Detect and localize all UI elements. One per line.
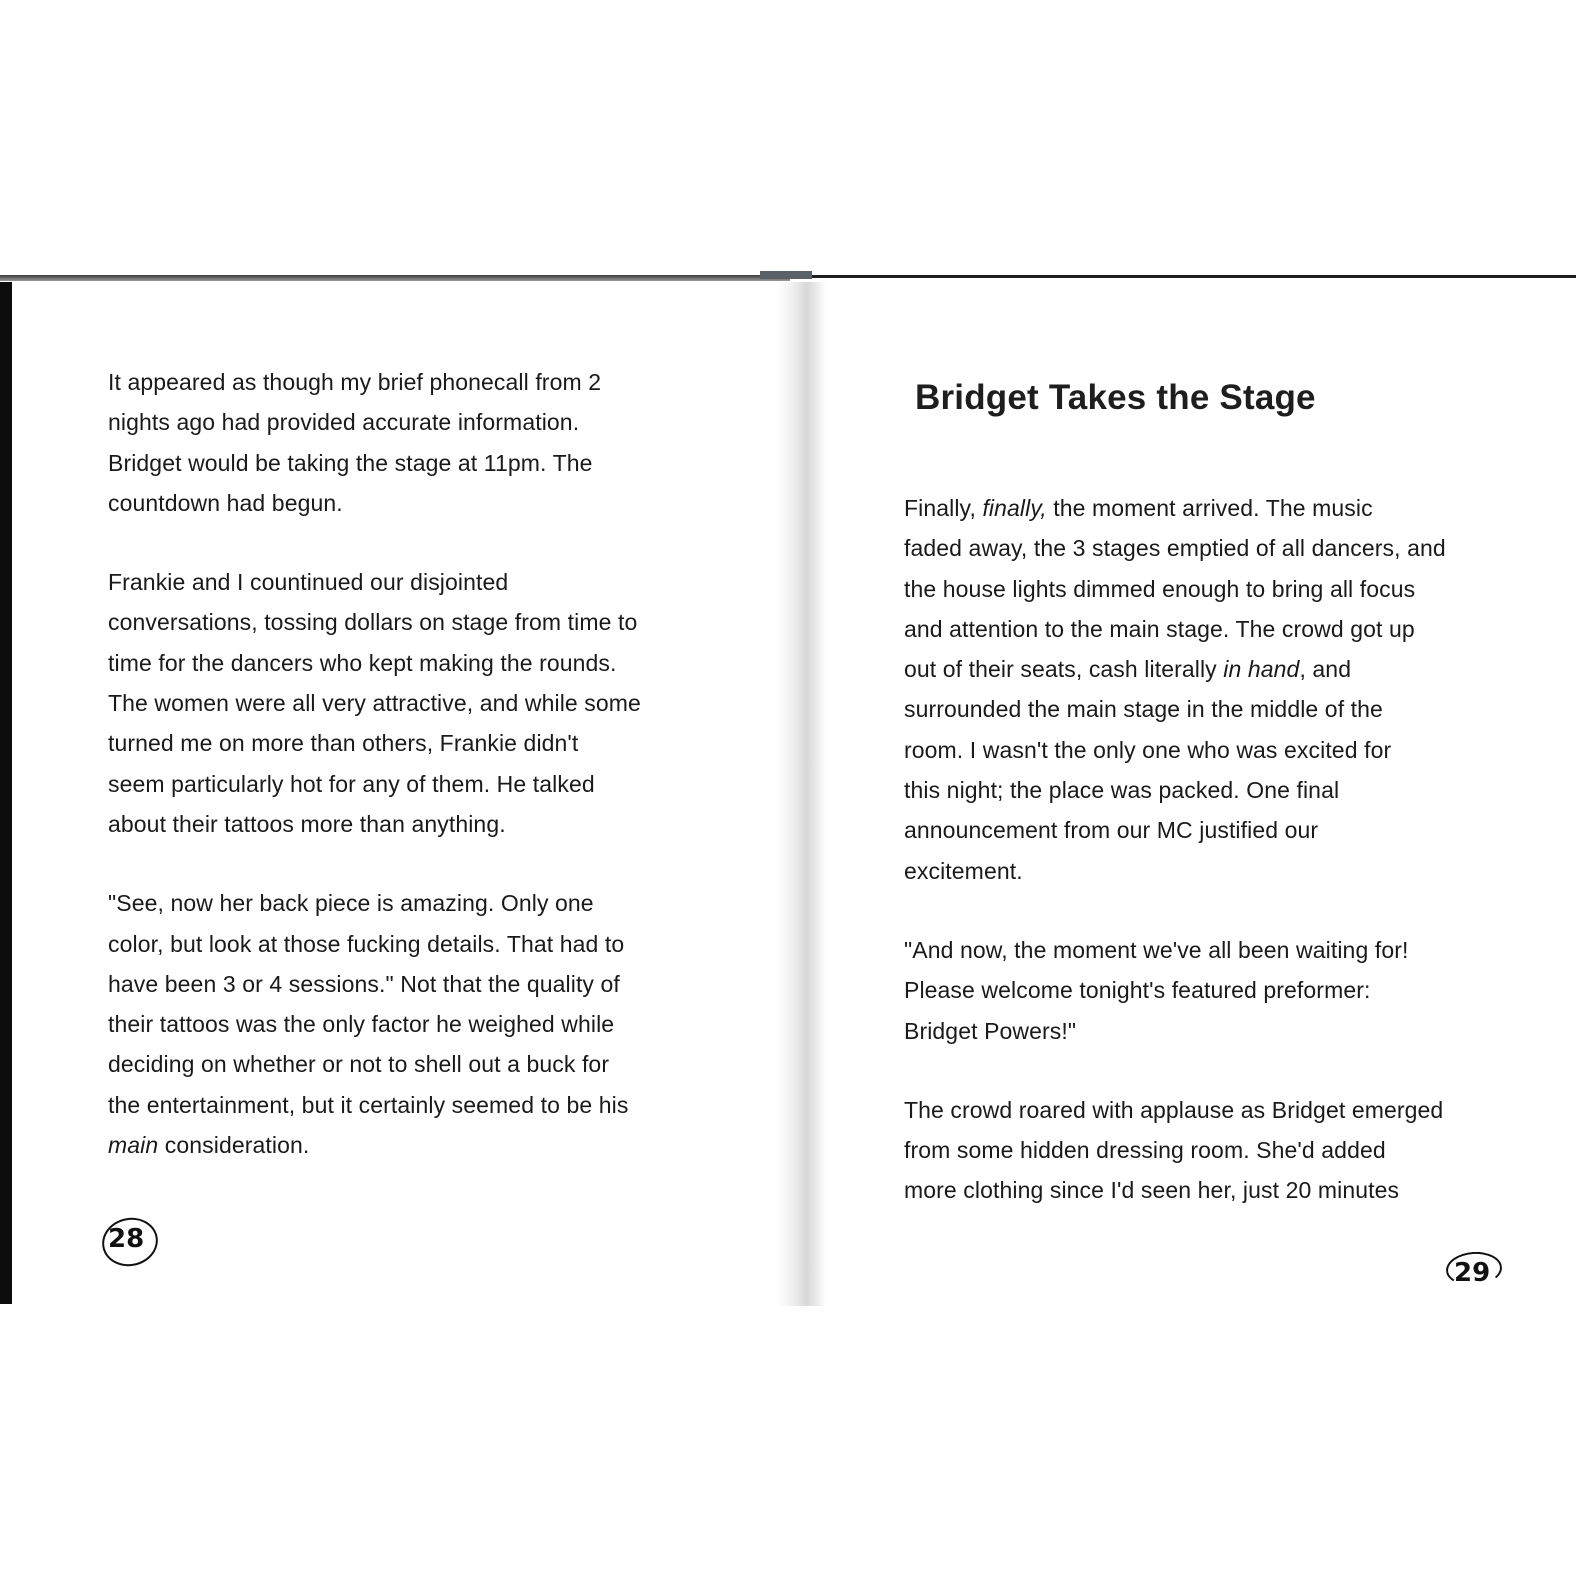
text-line [904,930,1544,970]
text-line [904,770,1544,810]
text-run: more clothing since I'd seen her, just 20 minutes [904,1177,1400,1204]
text-run: surrounded the main stage in the middle of the [904,696,1383,723]
right-page-body [904,488,1544,1250]
left-page-body [108,362,748,1204]
text-run: time for the dancers who kept making the rounds. [108,649,617,676]
text-run: room. I wasn't the only one who was excited for [904,736,1392,763]
text-run: from some hidden dressing room. She'd added [904,1137,1386,1164]
text-line [904,609,1544,649]
paragraph [108,562,748,844]
text-run: the entertainment, but it certainly seemed to be his [108,1091,629,1118]
text-run: "And now, the moment we've all been waiting for! [904,936,1409,963]
paragraph [904,1090,1544,1211]
paragraph [904,930,1544,1051]
paragraph [108,362,748,523]
text-line [108,402,748,442]
text-run: "See, now her back piece is amazing. Only one [108,890,594,917]
text-run: The women were all very attractive, and while some [108,690,641,717]
text-line [904,970,1544,1010]
italic-text: in hand [1223,656,1300,683]
italic-text: finally, [982,495,1047,521]
text-line [108,483,748,523]
text-line [108,443,748,483]
top-edge-right [812,275,1576,278]
text-run: Please welcome tonight's featured preformer: [904,977,1371,1004]
text-run: their tattoos was the only factor he weighed while [108,1011,615,1038]
text-line [904,569,1544,609]
text-line [108,964,748,1004]
text-line [904,689,1544,729]
text-run: turned me on more than others, Frankie didn't [108,730,579,757]
text-run: The crowd roared with applause as Bridget emerged [904,1096,1444,1123]
text-run: the moment arrived. The music [1046,495,1373,521]
text-run: the house lights dimmed enough to bring all focus [904,575,1416,602]
text-run: and attention to the main stage. The crowd got up [904,615,1415,642]
text-run: seem particularly hot for any of them. He talked [108,770,595,797]
text-line [904,1130,1544,1170]
text-line [904,1170,1544,1210]
text-run: nights ago had provided accurate information. [108,409,580,436]
text-run: color, but look at those fucking details. That had to [108,930,625,957]
text-line [108,602,748,642]
text-line [904,851,1544,891]
text-run: It appeared as though my brief phonecall from 2 [108,369,602,395]
text-line [108,924,748,964]
page-number-right [1454,1258,1490,1288]
text-line [108,764,748,804]
text-line [108,883,748,923]
text-line [108,562,748,602]
text-line [108,362,748,402]
text-run: , and [1299,656,1352,683]
paragraph [108,883,748,1165]
paragraph [904,488,1544,891]
text-run: about their tattoos more than anything. [108,810,506,837]
text-line [904,1090,1544,1130]
text-run: countdown had begun. [108,489,343,516]
text-run: consideration. [158,1132,310,1159]
text-run: have been 3 or 4 sessions." Not that the quality of [108,970,620,997]
page-number-left [108,1224,144,1254]
text-line [904,488,1544,528]
text-run: deciding on whether or not to shell out a buck for [108,1051,610,1078]
text-line [108,1125,748,1165]
text-run: this night; the place was packed. One final [904,777,1340,804]
text-line [108,1085,748,1125]
text-run: excitement. [904,857,1023,884]
text-line [108,1004,748,1044]
text-run: Bridget Powers!" [904,1017,1077,1044]
text-run: Bridget would be taking the stage at 11pm. The [108,449,593,476]
page-number-text: 29 [1454,1258,1491,1288]
page-gutter [778,282,826,1306]
text-line [904,528,1544,568]
text-line [904,1011,1544,1051]
left-page [12,282,778,1306]
italic-text: main [108,1132,159,1159]
text-run: Frankie and I countinued our disjointed [108,569,509,596]
text-line [108,723,748,763]
text-run: conversations, tossing dollars on stage from time to [108,609,638,636]
text-run: Finally, [904,495,983,521]
text-line [108,683,748,723]
text-run: out of their seats, cash literally [904,656,1224,683]
text-line [108,804,748,844]
text-line [904,730,1544,770]
text-run: announcement from our MC justified our [904,817,1319,844]
top-edge-notch [760,271,812,279]
text-line [904,649,1544,689]
text-line [108,1044,748,1084]
book-binding-edge [0,282,12,1304]
text-line [904,810,1544,850]
text-line [108,643,748,683]
page-number-text: 28 [108,1224,145,1254]
text-run: faded away, the 3 stages emptied of all dancers, and [904,535,1446,562]
top-edge-left [0,275,790,281]
chapter-title: Bridget Takes the Stage [915,378,1316,417]
right-page [826,282,1560,1306]
